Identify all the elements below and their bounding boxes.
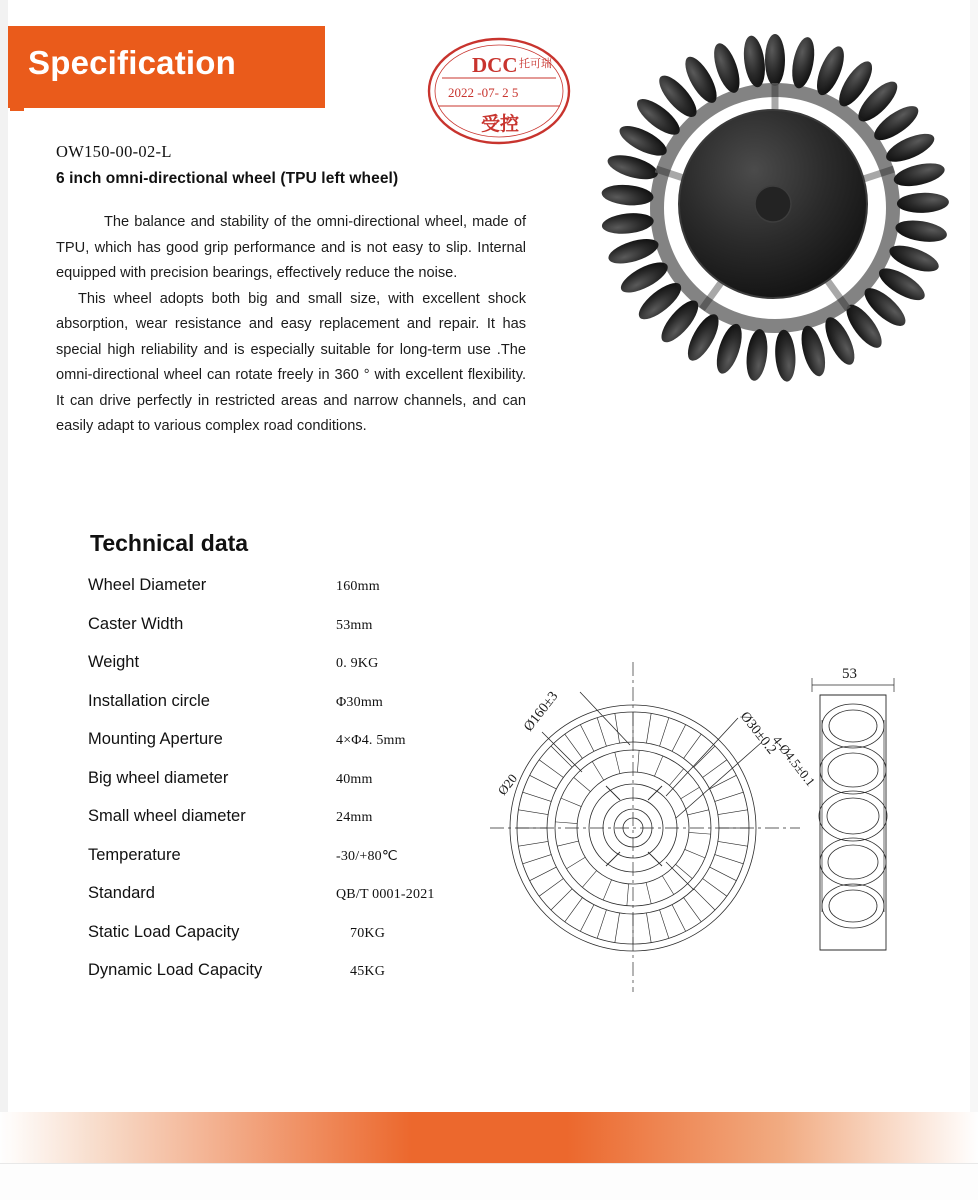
table-row (88, 615, 508, 654)
stamp-date-text: 2022 -07- 2 5 (448, 85, 519, 100)
tech-label: Caster Width (88, 614, 184, 633)
tech-value: 24mm (336, 810, 373, 825)
product-description (56, 210, 526, 440)
dimension-inner: Ø20 (494, 770, 521, 798)
engineering-drawing (470, 600, 950, 1010)
tech-value: 45KG (350, 964, 386, 979)
table-row (88, 807, 508, 846)
model-code: OW150-00-02-L (56, 142, 172, 161)
header-accent-tick (10, 108, 24, 111)
dimension-outer-diameter: Ø160±3 (521, 689, 562, 735)
table-row (88, 692, 508, 731)
tech-label: Mounting Aperture (88, 730, 223, 748)
tech-label: Standard (88, 884, 155, 902)
footer-base (0, 1163, 978, 1200)
technical-data-table (88, 576, 508, 1000)
product-photo (592, 24, 958, 392)
tech-value: QB/T 0001-2021 (336, 887, 435, 902)
tech-value: 4×Φ4. 5mm (336, 733, 406, 748)
page-left-edge (0, 0, 8, 1200)
tech-label: Installation circle (88, 691, 210, 710)
table-row (88, 769, 508, 808)
table-row (88, 653, 508, 692)
technical-data-title: Technical data (90, 530, 249, 556)
page-title: Specification (28, 44, 236, 81)
table-row (88, 884, 508, 923)
tech-value: 0. 9KG (336, 656, 379, 671)
page-right-edge (970, 0, 978, 1200)
tech-label: Big wheel diameter (88, 768, 229, 787)
model-name: 6 inch omni-directional wheel (TPU left wheel) (56, 170, 399, 187)
footer-accent-band (0, 1112, 978, 1164)
header-banner (8, 26, 325, 108)
tech-label: Small wheel diameter (88, 807, 246, 825)
table-row (88, 846, 508, 885)
tech-label: Static Load Capacity (88, 922, 240, 941)
table-row (88, 730, 508, 769)
tech-label: Temperature (88, 845, 181, 864)
table-row (88, 961, 508, 1000)
tech-value: Φ30mm (336, 694, 384, 710)
stamp-org-suffix: 托可瑞 (519, 58, 552, 70)
description-paragraph-1: The balance and stability of the omni-directional wheel, made of TPU, which has good grip performance and is not easy to slip. Internal equipped with precision bearings, effectively reduce the noise. (56, 214, 526, 281)
tech-value: -30/+80℃ (336, 848, 398, 864)
tech-value: 70KG (350, 925, 386, 941)
approval-stamp (424, 34, 574, 148)
tech-label: Weight (88, 653, 140, 671)
tech-label: Wheel Diameter (88, 576, 207, 594)
stamp-org-text: DCC (472, 53, 518, 77)
tech-value: 40mm (336, 771, 373, 787)
dimension-holes: 4-Ø4.5±0.1 (769, 732, 819, 790)
table-row (88, 923, 508, 962)
stamp-status-text: 受控 (481, 114, 520, 135)
dimension-mounting-circle: Ø30±0.2 (736, 709, 780, 758)
table-row (88, 576, 508, 615)
tech-value: 160mm (336, 579, 380, 594)
description-paragraph-2: This wheel adopts both big and small size, with excellent shock absorption, wear resistance and easy replacement and repair. It has special high reliability and is especially suitable for long-term use .The omni-directional wheel can rotate freely in 360 ° with excellent flexibility. It can drive perfectly in restricted areas and narrow channels, and can easily adapt to various complex road conditions. (56, 290, 526, 434)
dimension-width: 53 (842, 666, 857, 682)
tech-label: Dynamic Load Capacity (88, 961, 263, 979)
tech-value: 53mm (336, 617, 373, 633)
